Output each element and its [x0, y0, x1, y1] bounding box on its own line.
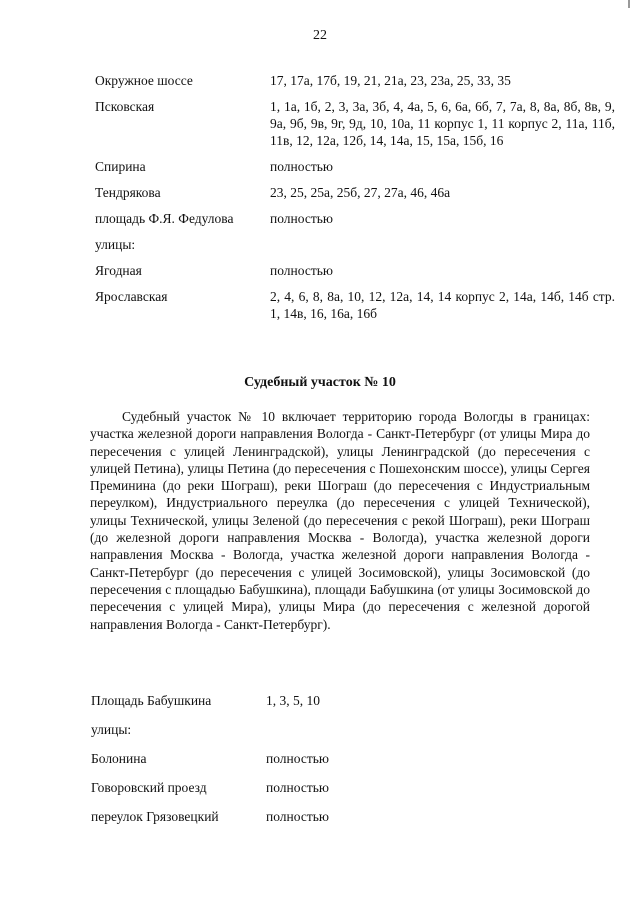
- street-row: [91, 796, 611, 825]
- street-name: переулок Грязовецкий: [91, 809, 219, 824]
- street-name: Окружное шоссе: [95, 73, 193, 88]
- house-numbers: 17, 17а, 17б, 19, 21, 21а, 23, 23а, 25, 33, 35: [270, 73, 511, 88]
- house-numbers: 2, 4, 6, 8, 8а, 10, 12, 12а, 14, 14 корпус 2, 14а, 14б, 14б стр. 1, 14в, 16, 16а, 16б: [270, 289, 615, 321]
- house-numbers: полностью: [270, 211, 333, 226]
- scan-corner-mark: [628, 0, 630, 8]
- street-name: Спирина: [95, 159, 146, 174]
- street-name: Площадь Бабушкина: [91, 693, 212, 708]
- house-numbers: полностью: [266, 809, 329, 824]
- street-row: [95, 175, 615, 201]
- street-name: Псковская: [95, 99, 155, 114]
- house-numbers: полностью: [266, 751, 329, 766]
- street-row: [91, 767, 611, 796]
- street-row: [95, 149, 615, 175]
- street-table-continued: [95, 72, 615, 322]
- street-row: [95, 279, 615, 322]
- section-title: Судебный участок № 10: [244, 375, 396, 390]
- street-row: [95, 227, 615, 253]
- street-row: [95, 253, 615, 279]
- house-numbers: 23, 25, 25а, 25б, 27, 27а, 46, 46а: [270, 185, 451, 200]
- street-group-label: улицы:: [91, 722, 132, 737]
- house-numbers: полностью: [270, 159, 333, 174]
- street-row: [95, 89, 615, 149]
- section-description: Судебный участок № 10 включает территорию города Вологды в границах: участка железной дороги направления Вологда - Санкт-Петербург (от улицы Мира до пересечения с улицей Ленинградской), улицы Ленинградской (до пересечения с улицей Петина), улицы Петина (до пересечения с Пошехонским шоссе), улицы Сергея Преминина (до реки Шограш), реки Шограш (до пересечения с Индустриальным переулком), Индустриального переулка (до пересечения с улицей Технической), улицы Технической, улицы Зеленой (до пересечения с рекой Шограш), реки Шограш (до железной дороги направления Москва - Вологда), участка железной дороги направления Москва - Вологда, участка железной дороги направления Вологда - Санкт-Петербург (до пересечения с улицей Зосимовской), улицы Зосимовской (до пересечения с площадью Бабушкина), площади Бабушкина (от улицы Зосимовской до пересечения с улицей Мира), улицы Мира (до пересечения с железной дорогой направления Вологда - Санкт-Петербург).: [90, 409, 590, 632]
- page-number: 22: [313, 28, 327, 43]
- street-name: площадь Ф.Я. Федулова: [95, 211, 234, 226]
- street-table-section-10: [91, 692, 611, 825]
- house-numbers: [270, 227, 615, 253]
- street-row: [95, 72, 615, 89]
- house-numbers: [266, 709, 611, 738]
- street-name: Ягодная: [95, 263, 142, 278]
- house-numbers: 1, 3, 5, 10: [266, 693, 320, 708]
- street-name: Говоровский проезд: [91, 780, 207, 795]
- street-row: [91, 738, 611, 767]
- house-numbers: 1, 1а, 1б, 2, 3, 3а, 3б, 4, 4а, 5, 6, 6а, 6б, 7, 7а, 8, 8а, 8б, 8в, 9, 9а, 9б, 9в, 9г, 9д, 10, 10а, 11 корпус 1, 11 корпус 2, 11а, 11б, 11в, 12, 12а, 12б, 14, 14а, 15, 15а, 15б, 16: [270, 99, 615, 148]
- street-row: [91, 709, 611, 738]
- street-row: [95, 201, 615, 227]
- house-numbers: полностью: [270, 263, 333, 278]
- street-row: [91, 692, 611, 709]
- street-name: Болонина: [91, 751, 147, 766]
- street-group-label: улицы:: [95, 237, 136, 252]
- street-name: Тендрякова: [95, 185, 161, 200]
- house-numbers: полностью: [266, 780, 329, 795]
- street-name: Ярославская: [95, 289, 168, 304]
